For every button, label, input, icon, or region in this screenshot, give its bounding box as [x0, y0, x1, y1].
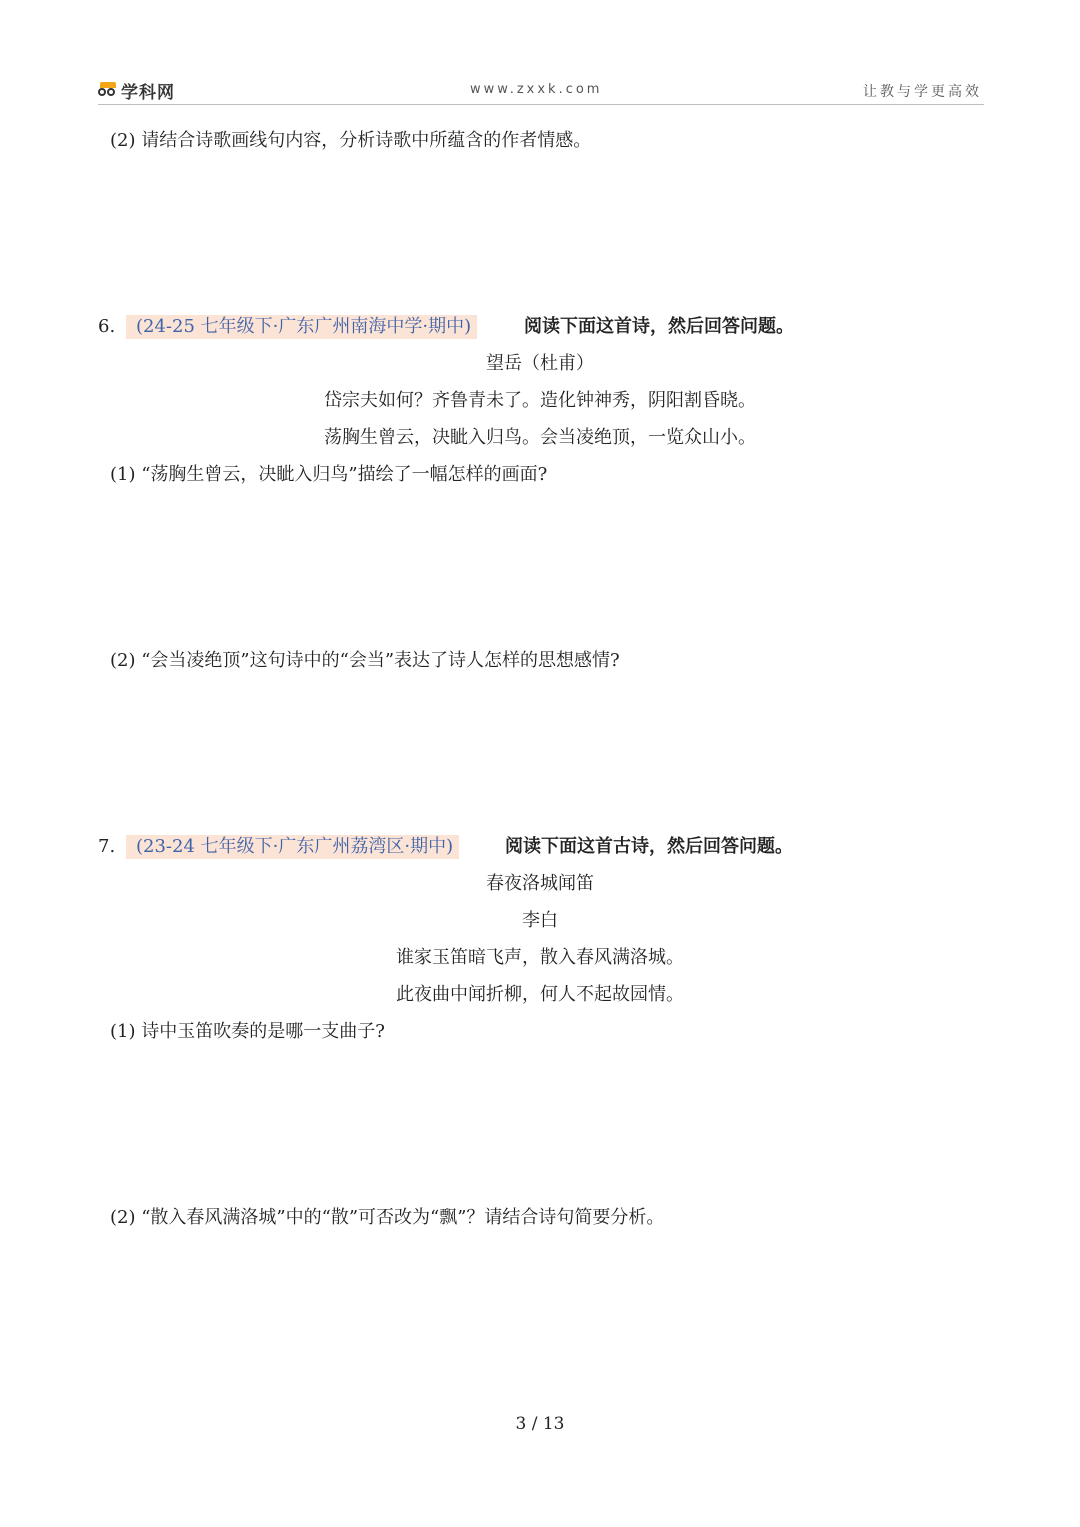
q6-source-tag: (24-25 七年级下·广东广州南海中学·期中) [126, 315, 477, 339]
page-number: 3 / 13 [515, 1414, 565, 1434]
q7-sub1: (1) 诗中玉笛吹奏的是哪一支曲子? [110, 1021, 385, 1042]
owl-logo-icon [98, 82, 118, 100]
q7-sub2: (2) “散入春风满洛城”中的“散”可否改为“飘”？请结合诗句简要分析。 [110, 1207, 665, 1228]
q7-poem-title: 春夜洛城闻笛 [486, 873, 594, 894]
q7-poem-line: 谁家玉笛暗飞声，散入春风满洛城。 [396, 947, 684, 968]
q6-poem-title: 望岳（杜甫） [486, 353, 594, 374]
q6-poem-line: 岱宗夫如何？齐鲁青未了。造化钟神秀，阴阳割昏晓。 [324, 390, 756, 411]
q6-prompt: 阅读下面这首诗，然后回答问题。 [524, 316, 794, 337]
logo [98, 78, 175, 103]
slogan: 让教与学更高效 [863, 84, 982, 100]
q5-sub2: (2) 请结合诗歌画线句内容，分析诗歌中所蕴含的作者情感。 [110, 130, 592, 151]
q6-poem-line: 荡胸生曾云，决眦入归鸟。会当凌绝顶，一览众山小。 [324, 427, 756, 448]
q7-number: 7. [98, 836, 116, 857]
q7-source-tag: (23-24 七年级下·广东广州荔湾区·期中) [126, 835, 459, 859]
q7-poem-author: 李白 [522, 910, 558, 931]
q7-prompt: 阅读下面这首古诗，然后回答问题。 [505, 836, 793, 857]
q6-number: 6. [98, 316, 116, 337]
q6-sub2: (2) “会当凌绝顶”这句诗中的“会当”表达了诗人怎样的思想感情? [110, 650, 620, 671]
logo-text: 学科网 [121, 83, 175, 103]
q7-poem-line: 此夜曲中闻折柳，何人不起故园情。 [396, 984, 684, 1005]
site-url: www.zxxk.com [470, 82, 603, 97]
page-header [98, 74, 984, 105]
q6-sub1: (1) “荡胸生曾云，决眦入归鸟”描绘了一幅怎样的画面? [110, 464, 548, 485]
